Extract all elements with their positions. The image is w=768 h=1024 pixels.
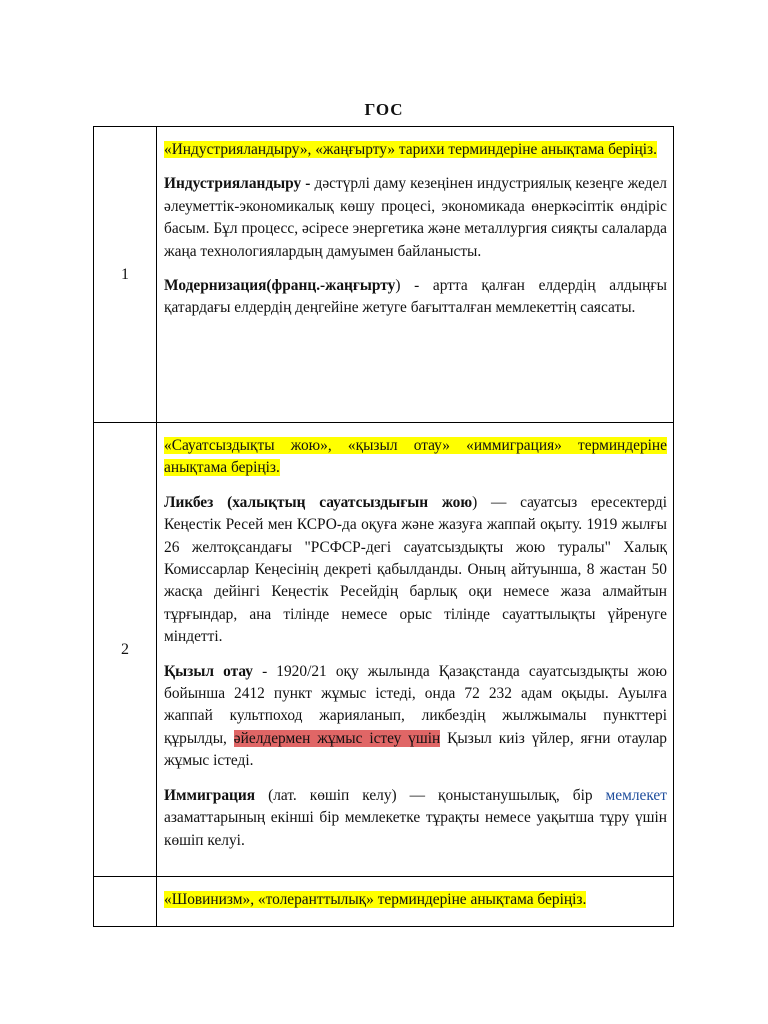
- definition-text: - 1920/21 оқу жылында Қазақстанда сауатсыздықты жою бойынша 2412 пункт жұмыс істеді, онда 72 232 адам оқыды. Ауылға жаппай культпоход жарияланып, ликбездің жылжымалы пункттері құрылды,: [164, 662, 667, 747]
- page-title: ГОС: [364, 100, 404, 119]
- question-text: [164, 139, 667, 161]
- table-row: [94, 127, 674, 423]
- table-row: [94, 877, 674, 927]
- term: Қызыл отау: [164, 662, 253, 680]
- definition-paragraph: [164, 173, 667, 263]
- definition-text: азаматтарының екінші бір мемлекетке тұрақты немесе уақытша тұру үшін көшіп келуі.: [164, 809, 667, 849]
- row-content: [157, 423, 674, 877]
- row-number: 2: [94, 423, 157, 877]
- row-number: [94, 877, 157, 927]
- definition-text: ) — сауатсыз ересектерді Кеңестік Ресей мен КСРО-да оқуға және жазуға жаппай оқыту. 1919 жылғы 26 желтоқсандағы "РСФСР-дегі сауатсыздықты жою туралы" Халық Комиссарлар Кеңесінің декреті қабылданды. Оның айтуынша, 8 жастан 50 жасқа дейінгі Кеңестік Ресейдің барлық оқи немесе жаза алмайтын тұрғындар, ана тілінде немесе орыс тілінде сауаттылықты үйренуге міндетті.: [164, 493, 667, 646]
- term: Ликбез (халықтың сауатсыздығын жою: [164, 493, 473, 511]
- definition-paragraph: [164, 275, 667, 320]
- term: Индустрияландыру -: [164, 175, 311, 193]
- term: Иммиграция: [164, 786, 256, 804]
- gos-table: [93, 126, 674, 927]
- question-text: [164, 435, 667, 480]
- definition-text: ) - артта қалған елдердің алдыңғы қатардағы елдердің деңгейіне жетуге бағытталған мемлекеттің саясаты.: [164, 277, 667, 317]
- definition-paragraph: [164, 661, 667, 773]
- definition-paragraph: [164, 785, 667, 852]
- question-highlight: «Шовинизм», «толеранттылық» терминдеріне анықтама беріңіз.: [164, 891, 587, 908]
- row-content: [157, 877, 674, 927]
- row-number: 1: [94, 127, 157, 423]
- definition-paragraph: [164, 492, 667, 649]
- definition-text: (лат. көшіп келу) — қоныстанушылық, бір: [255, 786, 606, 804]
- term: Модернизация(франц.-жаңғырту: [164, 277, 396, 295]
- question-text: [164, 889, 667, 911]
- table-row: [94, 423, 674, 877]
- memleket-link[interactable]: мемлекет: [605, 786, 667, 804]
- definition-text: Қызыл киіз үйлер, яғни отаулар жұмыс істеді.: [164, 729, 667, 770]
- question-highlight: «Индустрияландыру», «жаңғырту» тарихи терминдеріне анықтама беріңіз.: [164, 141, 657, 158]
- question-highlight: «Сауатсыздықты жою», «қызыл отау» «иммиграция» терминдеріне анықтама беріңіз.: [164, 437, 667, 477]
- definition-text: дәстүрлі даму кезеңінен индустриялық кезеңге жедел әлеуметтік-экономикалық көшу процесі, экономикада өнеркәсіптік өндіріс басым. Бұл процесс, әсіресе энергетика және металлургия сияқты салаларда жаңа технологиялардың дамуымен байланысты.: [164, 175, 667, 260]
- row-content: [157, 127, 674, 423]
- highlighted-phrase: әйелдермен жұмыс істеу үшін: [233, 729, 441, 747]
